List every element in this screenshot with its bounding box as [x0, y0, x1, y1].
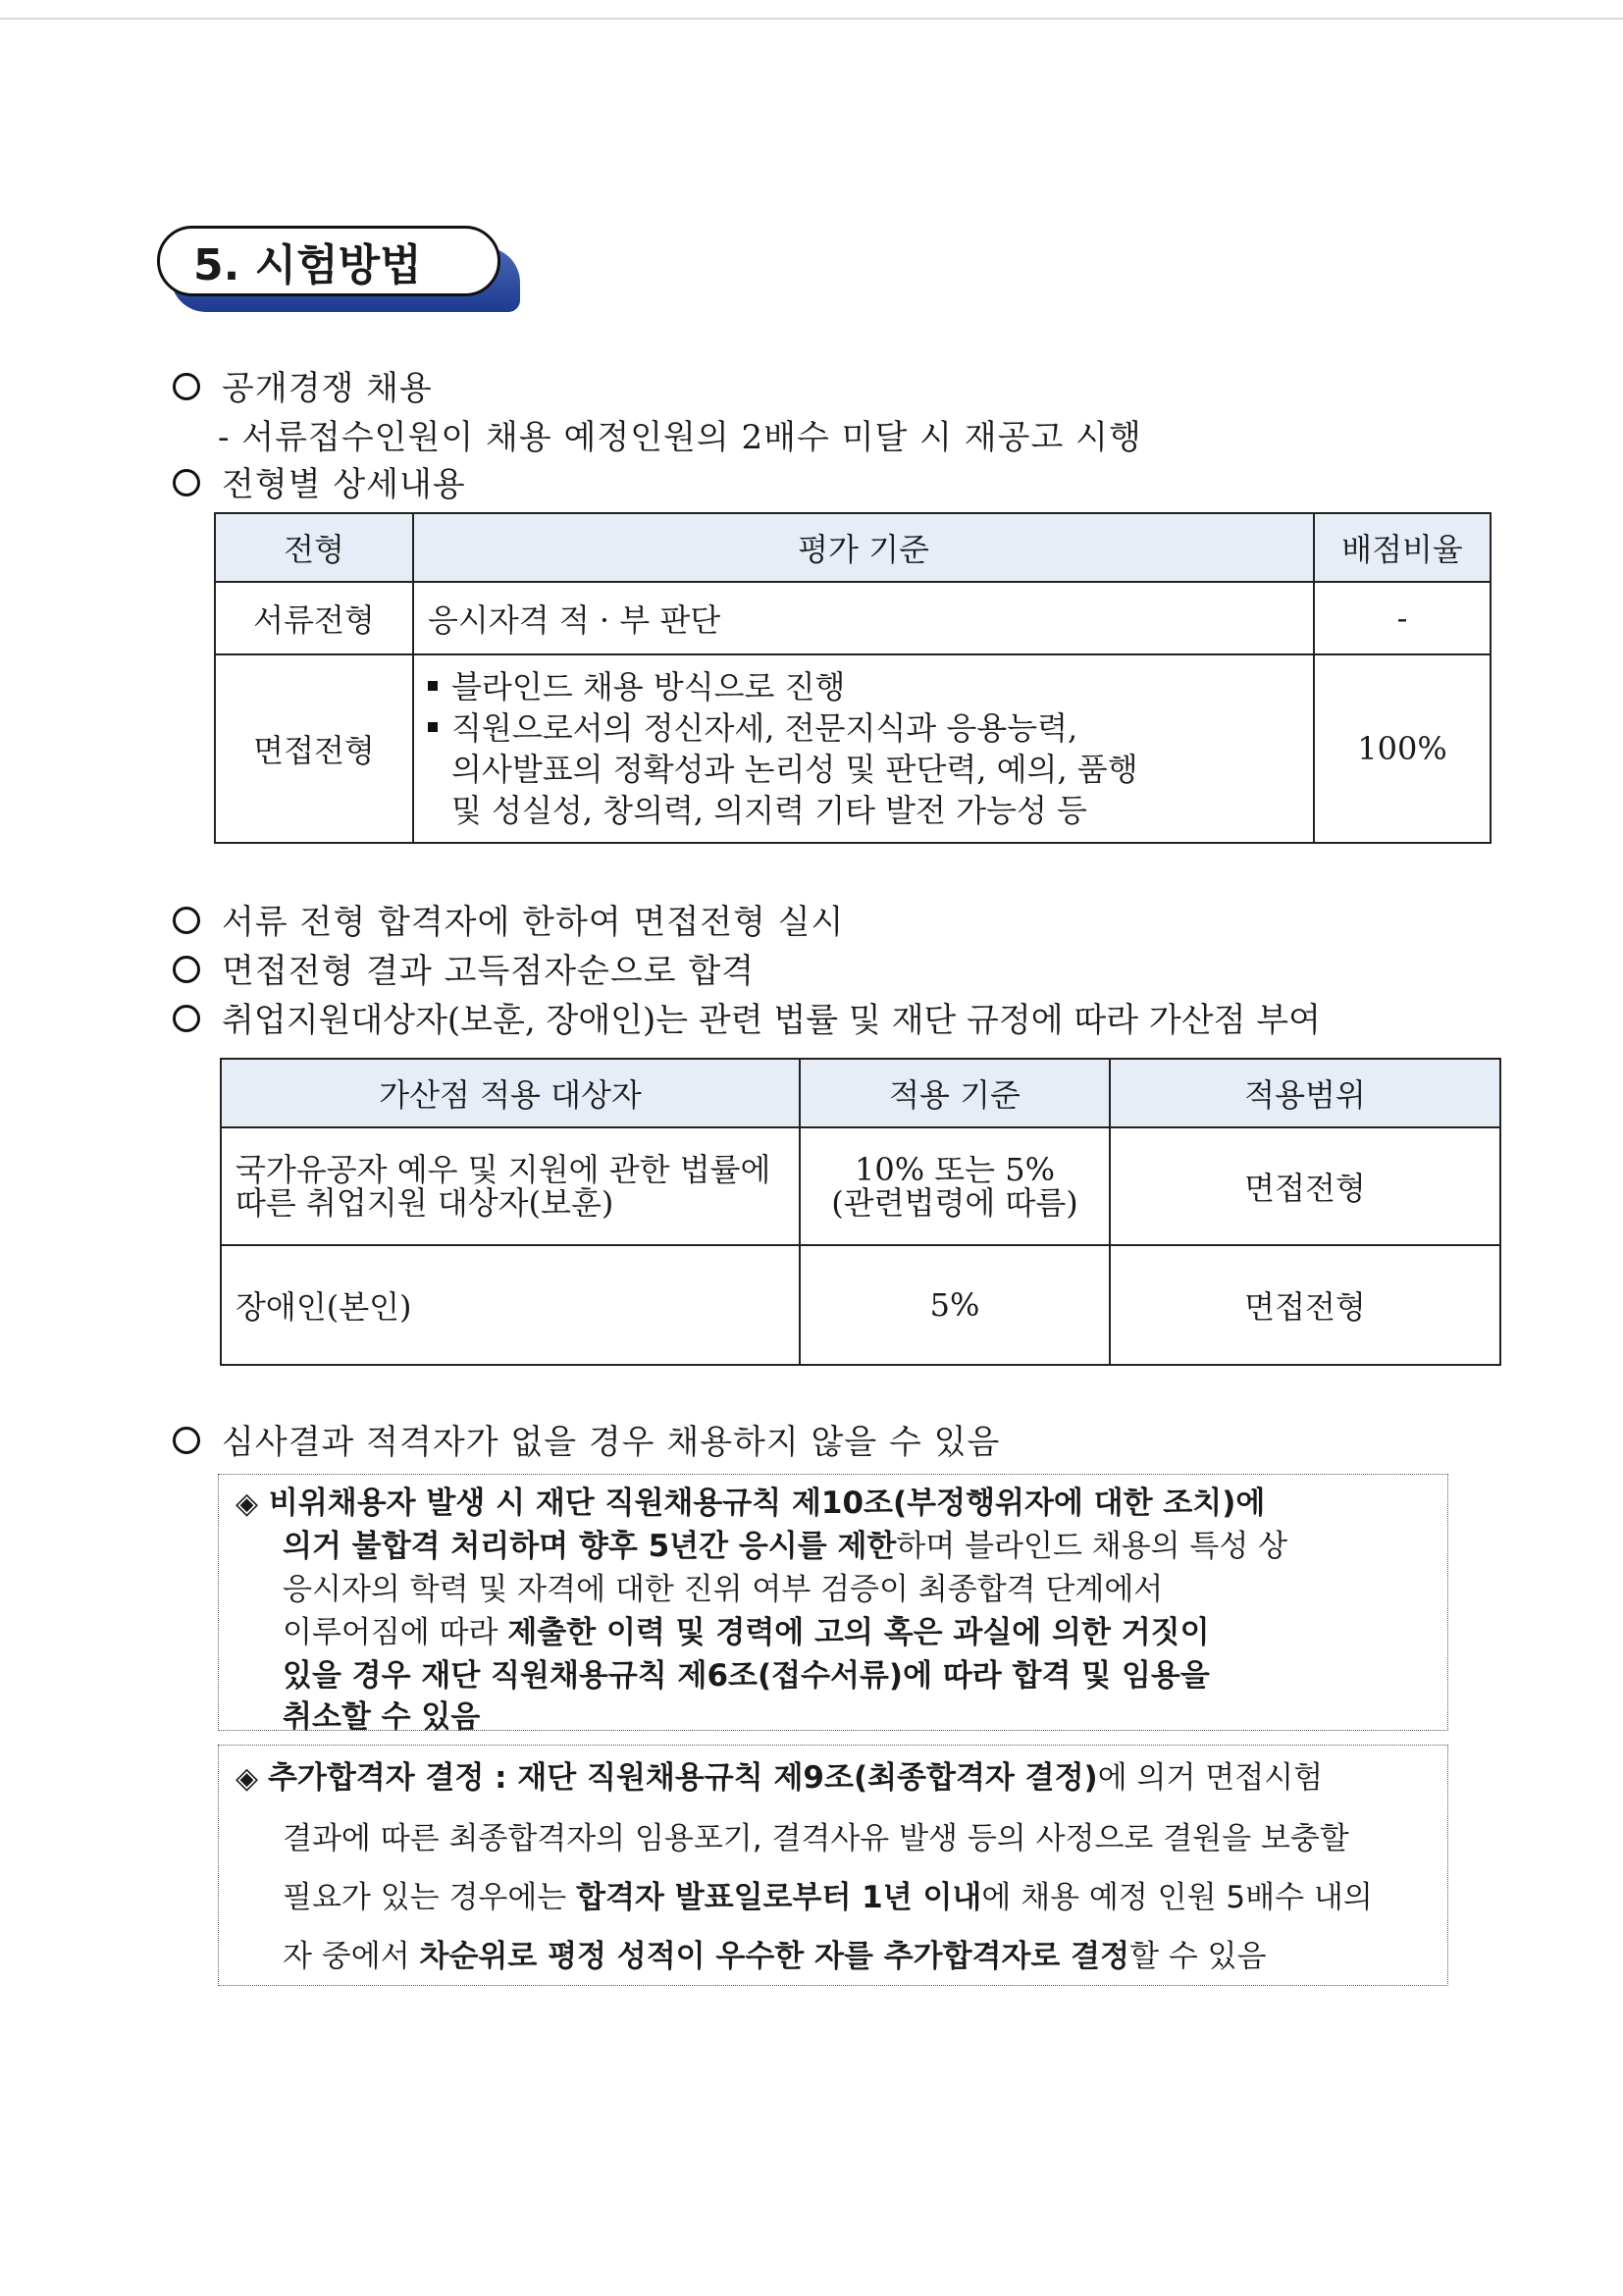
- circle-bullet-icon: [173, 1427, 200, 1454]
- table-row: [215, 582, 1491, 654]
- item-text: 공개경쟁 채용: [222, 369, 433, 408]
- circle-bullet-icon: [173, 1005, 200, 1032]
- diamond-bullet-icon: ◈: [236, 1487, 259, 1521]
- criteria-cell: 응시자격 적 · 부 판단: [413, 582, 1314, 654]
- notice-text: 필요가 있는 경우에는: [283, 1880, 577, 1915]
- notice-text: 할 수 있음: [1129, 1939, 1267, 1974]
- scan-border: [0, 18, 1623, 20]
- target-cell: [221, 1127, 800, 1245]
- item-reannounce-note: - 서류접수인원이 채용 예정인원의 2배수 미달 시 재공고 시행: [218, 418, 1142, 457]
- table-header-row: [221, 1059, 1500, 1127]
- ratio-cell: -: [1314, 582, 1491, 654]
- item-text: 취업지원대상자(보훈, 장애인)는 관련 법률 및 재단 규정에 따라 가산점 부여: [222, 1001, 1321, 1040]
- item-text: 서류 전형 합격자에 한하여 면접전형 실시: [222, 903, 845, 942]
- item-text: 심사결과 적격자가 없을 경우 채용하지 않을 수 있음: [222, 1423, 1001, 1462]
- circle-bullet-icon: [173, 373, 200, 400]
- criteria-bullet-2-cont: 및 성실성, 창의력, 의지력 기타 발전 가능성 등: [451, 792, 1087, 829]
- target-text: 국가유공자 예우 및 지원에 관한 법률에: [236, 1151, 771, 1188]
- target-cell: 장애인(본인): [221, 1245, 800, 1365]
- criteria-bullet-2-cont: 의사발표의 정확성과 논리성 및 판단력, 예의, 품행: [451, 751, 1138, 788]
- criteria-text: 직원으로서의 정신자세, 전문지식과 응용능력,: [451, 709, 1078, 747]
- item-no-qualified: [173, 1415, 1000, 1463]
- notice-line: [283, 1931, 1267, 1975]
- target-text: 따른 취업지원 대상자(보훈): [236, 1184, 614, 1222]
- item-stage-details: [173, 457, 466, 505]
- criteria-bullet-1: [428, 666, 1299, 707]
- notice-text-bold: 차순위로 평정 성적이 우수한 자를 추가합격자로 결정: [419, 1939, 1130, 1974]
- notice-line: 취소할 수 있음: [283, 1699, 481, 1735]
- col-header-criteria: 평가 기준: [413, 513, 1314, 582]
- item-interview-result: [173, 944, 755, 992]
- notice-text-bold: 제출한 이력 및 경력에 고의 혹은 과실에 의한 거짓이: [507, 1615, 1210, 1650]
- notice-text-bold: 합격자 발표일로부터 1년 이내: [576, 1880, 982, 1915]
- col-header-scope: 적용범위: [1110, 1059, 1500, 1127]
- stage-cell: 면접전형: [215, 654, 413, 843]
- stage-cell: 서류전형: [215, 582, 413, 654]
- square-bullet-icon: [428, 681, 438, 691]
- notice-line: [236, 1478, 1265, 1522]
- basis-cell: 5%: [800, 1245, 1110, 1365]
- circle-bullet-icon: [173, 956, 200, 983]
- col-header-stage: 전형: [215, 513, 413, 582]
- notice-text: 비위채용자 발생 시 재단 직원채용규칙 제10조(부정행위자에 대한 조치)에: [268, 1486, 1266, 1521]
- notice-line: 결과에 따른 최종합격자의 임용포기, 결격사유 발생 등의 사정으로 결원을 보충할: [283, 1821, 1349, 1856]
- diamond-bullet-icon: ◈: [236, 1761, 259, 1796]
- scope-cell: 면접전형: [1110, 1127, 1500, 1245]
- notice-text: 에 채용 예정 인원 5배수 내의: [981, 1880, 1373, 1915]
- notice-text: 하며 블라인드 채용의 특성 상: [896, 1529, 1288, 1564]
- table-row: [221, 1245, 1500, 1365]
- circle-bullet-icon: [173, 469, 200, 496]
- section-title-badge: [157, 226, 520, 316]
- basis-text: (관련법령에 따름): [831, 1184, 1078, 1222]
- scope-cell: 면접전형: [1110, 1245, 1500, 1365]
- ratio-cell: 100%: [1314, 654, 1491, 843]
- notice-text: 자 중에서: [283, 1939, 420, 1974]
- circle-bullet-icon: [173, 907, 200, 934]
- criteria-bullet-2: [428, 707, 1299, 749]
- notice-line: [283, 1607, 1210, 1651]
- notice-line: [236, 1752, 1323, 1797]
- item-document-pass: [173, 895, 844, 943]
- basis-text: 10% 또는 5%: [854, 1151, 1056, 1188]
- notice-line: [283, 1872, 1373, 1916]
- item-bonus-points: [173, 993, 1321, 1041]
- criteria-cell: [413, 654, 1314, 843]
- col-header-ratio: 배점비율: [1314, 513, 1491, 582]
- table-row: [221, 1127, 1500, 1245]
- notice-line: 있을 경우 재단 직원채용규칙 제6조(접수서류)에 따라 합격 및 임용을: [283, 1658, 1210, 1694]
- col-header-basis: 적용 기준: [800, 1059, 1110, 1127]
- table-header-row: [215, 513, 1491, 582]
- notice-text: 에 의거 면접시험: [1097, 1760, 1324, 1796]
- item-text: 전형별 상세내용: [222, 465, 466, 504]
- criteria-text: 블라인드 채용 방식으로 진행: [451, 668, 846, 705]
- table-row: [215, 654, 1491, 843]
- square-bullet-icon: [428, 722, 438, 732]
- col-header-target: 가산점 적용 대상자: [221, 1059, 800, 1127]
- stage-table: [214, 512, 1492, 844]
- basis-cell: [800, 1127, 1110, 1245]
- notice-text-bold: 추가합격자 결정 : 재단 직원채용규칙 제9조(최종합격자 결정): [267, 1760, 1098, 1796]
- notice-line: [283, 1521, 1287, 1565]
- section-title: 5. 시험방법: [157, 226, 500, 296]
- bonus-table: [220, 1058, 1501, 1366]
- item-open-recruitment: [173, 361, 433, 409]
- item-text: 면접전형 결과 고득점자순으로 합격: [222, 952, 756, 991]
- notice-line: 응시자의 학력 및 자격에 대한 진위 여부 검증이 최종합격 단계에서: [283, 1572, 1164, 1607]
- notice-text: 이루어짐에 따라: [283, 1615, 508, 1650]
- notice-text-bold: 의거 불합격 처리하며 향후 5년간 응시를 제한: [283, 1529, 897, 1564]
